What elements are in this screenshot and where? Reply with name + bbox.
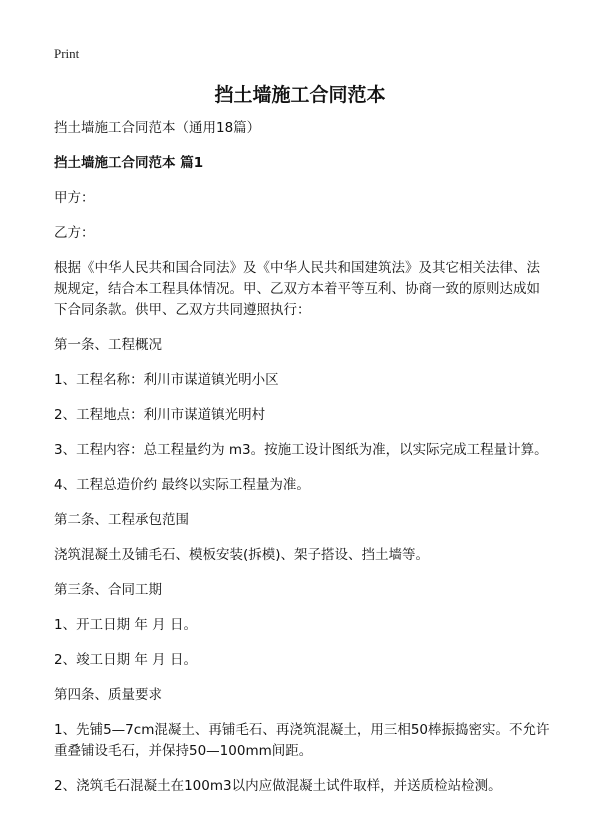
article-heading: 第二条、工程承包范围 xyxy=(54,512,189,528)
article-heading: 第三条、合同工期 xyxy=(54,582,162,598)
article-heading: 第一条、工程概况 xyxy=(54,337,162,353)
party-a-line: 甲方： xyxy=(54,190,95,206)
clause-item: 2、竣工日期 年 月 日。 xyxy=(54,652,197,668)
document-title: 挡土墙施工合同范本 xyxy=(214,84,386,106)
clause-item: 1、先铺5—7cm混凝土、再铺毛石、再浇筑混凝土，用三相50棒振捣密实。不允许重叠铺设毛石，并保持50—100mm间距。 xyxy=(54,722,550,759)
section-heading: 挡土墙施工合同范本 篇1 xyxy=(54,155,204,171)
document-body xyxy=(54,118,550,811)
clause-item: 1、工程名称：利川市谋道镇光明小区 xyxy=(54,372,279,388)
preamble-paragraph: 根据《中华人民共和国合同法》及《中华人民共和国建筑法》及其它相关法律、法规规定，结合本工程具体情况。甲、乙双方本着平等互利、协商一致的原则达成如下合同条款。供甲、乙双方共同遵照执行： xyxy=(54,260,540,318)
doc-subtitle: 挡土墙施工合同范本（通用18篇） xyxy=(54,120,261,136)
clause-item: 浇筑混凝土及铺毛石、模板安装(拆模)、架子搭设、挡土墙等。 xyxy=(54,547,430,563)
party-b-line: 乙方： xyxy=(54,225,95,241)
clause-item: 1、开工日期 年 月 日。 xyxy=(54,617,197,633)
clause-item: 2、浇筑毛石混凝土在100m3以内应做混凝土试件取样，并送质检站检测。 xyxy=(54,778,502,794)
print-link[interactable]: Print xyxy=(54,46,80,61)
clause-item: 2、工程地点：利川市谋道镇光明村 xyxy=(54,407,266,423)
article-heading: 第四条、质量要求 xyxy=(54,687,162,703)
clause-item: 3、工程内容：总工程量约为 m3。按施工设计图纸为准，以实际完成工程量计算。 xyxy=(54,442,548,458)
clause-item: 4、工程总造价约 最终以实际工程量为准。 xyxy=(54,477,310,493)
